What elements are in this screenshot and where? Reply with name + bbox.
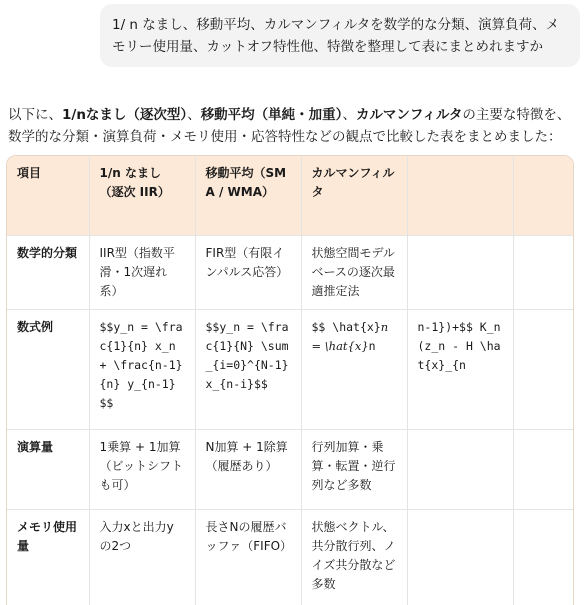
formula-part: $$ \hat{x} [311, 319, 381, 334]
header-item: 項目 [7, 156, 89, 235]
row-label-computation: 演算量 [7, 429, 89, 509]
row-label-formula: 数式例 [7, 309, 89, 429]
cell [513, 429, 574, 509]
intro-term-1n: 1/nなまし（逐次型） [62, 107, 188, 123]
user-message-text: 1/ n なまし、移動平均、カルマンフィルタを数学的な分類、演算負荷、メモリー使用量、カットオフ特性他、特徴を整理して表にまとめれますか [112, 17, 560, 55]
intro-term-ma: 移動平均（単純・加重） [200, 107, 343, 123]
header-kalman: カルマンフィルタ [301, 156, 407, 235]
header-moving-average: 移動平均（SMA / WMA） [195, 156, 301, 235]
header-1n: 1/n なまし（逐次 IIR） [89, 156, 195, 235]
cell: 1乗算 + 1加算（ビットシフトも可） [89, 429, 195, 509]
cell: FIR型（有限インパルス応答） [195, 235, 301, 309]
cell: 入力xと出力yの2つ [89, 509, 195, 605]
cell: 長さNの履歴バッファ（FIFO） [195, 509, 301, 605]
header-empty-2 [513, 156, 574, 235]
cell-formula: $$y_n = \frac{1}{N} \sum_{i=0}^{N-1} x_{n-i}$$ [195, 309, 301, 429]
assistant-intro [8, 104, 582, 148]
intro-term-kalman: カルマンフィルタ [355, 107, 463, 123]
cell: 状態空間モデルベースの逐次最適推定法 [301, 235, 407, 309]
intro-prefix: 以下に、 [8, 107, 62, 123]
table-row [7, 429, 574, 509]
cell: 状態ベクトル、共分散行列、ノイズ共分散など多数 [301, 509, 407, 605]
header-empty-1 [407, 156, 513, 235]
table-row [7, 235, 574, 309]
cell-formula: n-1})+$$ K_n(z_n - H \hat{x}_{n [407, 309, 513, 429]
table-header-row [7, 156, 574, 235]
cell-formula: $$y_n = \frac{1}{n} x_n + \frac{n-1}{n} y_{n-1}$$ [89, 309, 195, 429]
intro-suffix: の主要な特徴を、数学的な分類・演算負荷・メモリ使用・応答特性などの観点で比較した表をまとめました： [8, 107, 571, 145]
user-message-bubble [100, 4, 580, 67]
comparison-table [7, 156, 574, 605]
cell-formula-kalman [301, 309, 407, 429]
table-row [7, 309, 574, 429]
cell [513, 509, 574, 605]
row-label-classification: 数学的分類 [7, 235, 89, 309]
cell [407, 235, 513, 309]
formula-part: n [368, 338, 376, 353]
cell [513, 309, 574, 429]
cell: 行列加算・乗算・転置・逆行列など多数 [301, 429, 407, 509]
cell: N加算 + 1除算（履歴あり） [195, 429, 301, 509]
table-row [7, 509, 574, 605]
intro-sep-2: 、 [342, 107, 356, 123]
cell [407, 509, 513, 605]
formula-italic-part: n = \hat{x} [311, 319, 389, 353]
cell [513, 235, 574, 309]
intro-sep-1: 、 [187, 107, 201, 123]
row-label-memory: メモリ使用量 [7, 509, 89, 605]
comparison-table-container [6, 155, 574, 605]
cell: IIR型（指数平滑・1次遅れ系） [89, 235, 195, 309]
cell [407, 429, 513, 509]
